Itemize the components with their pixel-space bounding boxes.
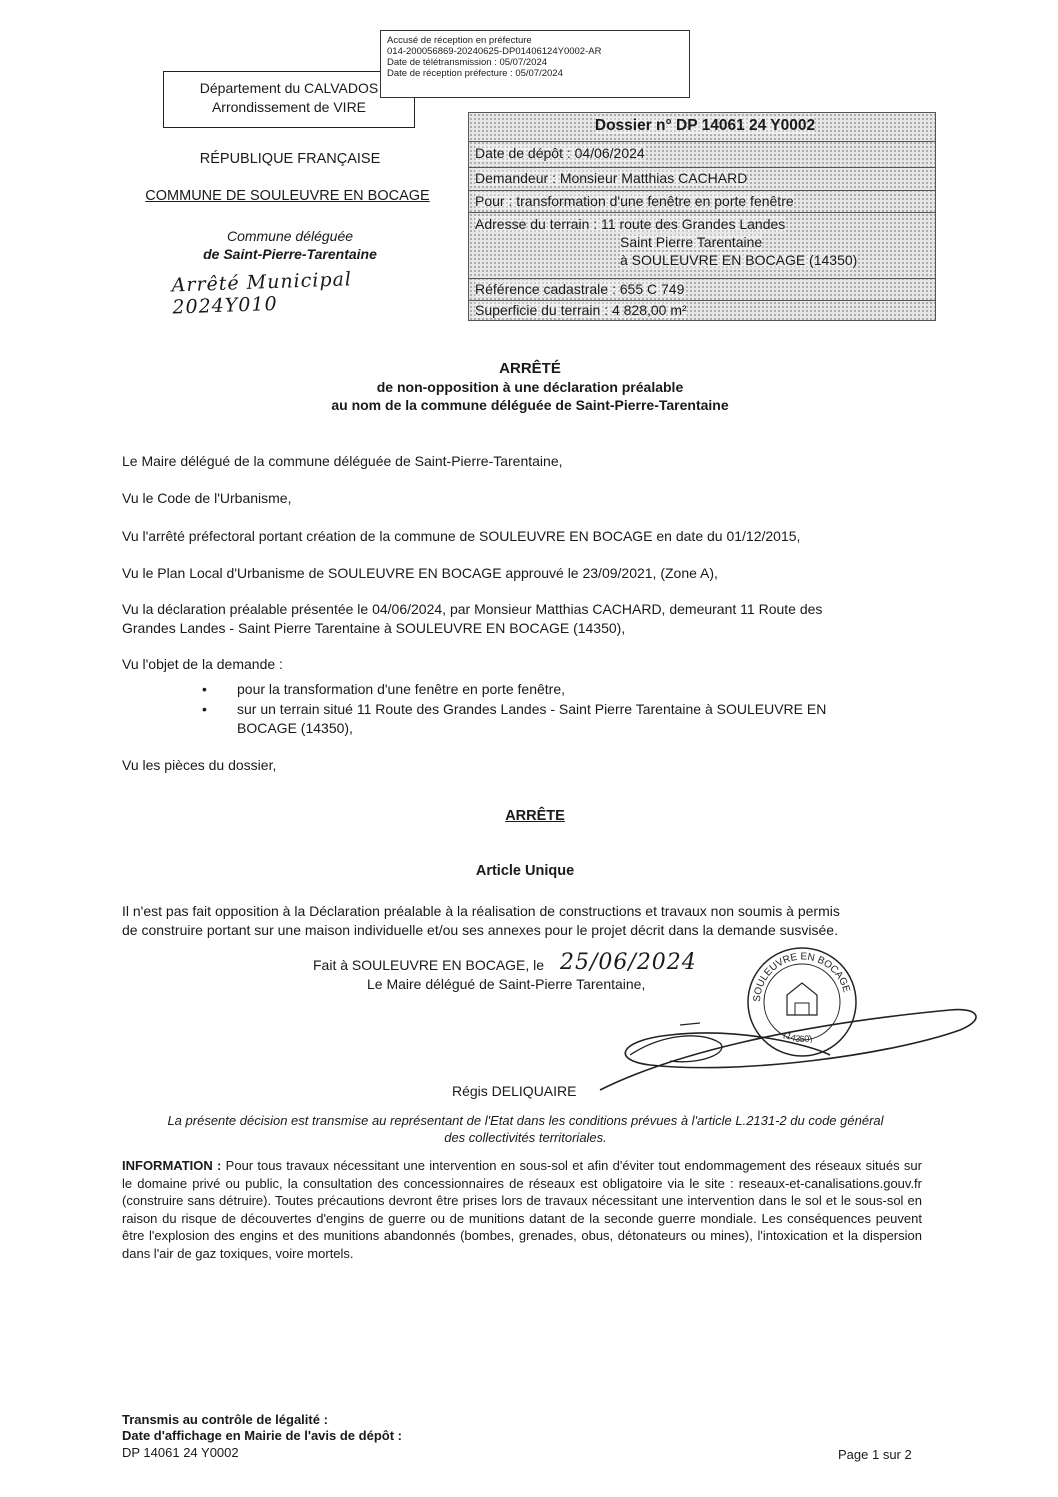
bullet-icon: • — [202, 701, 207, 717]
page-number: Page 1 sur 2 — [838, 1447, 912, 1462]
decree-title-main: ARRÊTÉ — [499, 360, 561, 377]
department-box — [163, 71, 415, 128]
transmission-notice-line: La présente décision est transmise au représentant de l'Etat dans les conditions prévues à l'article L.2131-2 du code général — [167, 1113, 884, 1128]
dossier-land-area: Superficie du terrain : 4 828,00 m² — [469, 300, 935, 321]
list-item-text: BOCAGE (14350), — [237, 720, 353, 736]
dossier-address: Adresse du terrain : 11 route des Grandes Landes Saint Pierre Tarentaine à SOULEUVRE EN BOCAGE (14350) — [469, 212, 935, 278]
article-text — [122, 902, 937, 940]
handwritten-decree-reference: Arrêté Municipal 2024Y010 — [171, 268, 353, 319]
footer-posting-date: Date d'affichage en Mairie de l'avis de dépôt : — [122, 1428, 402, 1443]
bullet-icon: • — [202, 681, 207, 697]
signatory-name: Régis DELIQUAIRE — [452, 1083, 577, 1099]
vu-code: Vu le Code de l'Urbanisme, — [122, 490, 292, 506]
list-item — [202, 700, 935, 740]
delegated-commune-name: de Saint-Pierre-Tarentaine — [203, 246, 377, 262]
republic-heading: RÉPUBLIQUE FRANÇAISE — [199, 151, 381, 167]
vu-declaration-line: Vu la déclaration préalable présentée le 04/06/2024, par Monsieur Matthias CACHARD, demeurant 11 Route des — [122, 601, 823, 617]
decree-title-subtitle: de non-opposition à une déclaration préalable — [376, 379, 684, 395]
department-name: Département du CALVADOS — [199, 80, 379, 96]
dossier-summary-box — [468, 112, 936, 321]
dossier-deposit-date: Date de dépôt : 04/06/2024 — [469, 141, 935, 167]
decree-title — [200, 360, 860, 414]
seal-bottom-text: (14350) — [781, 1029, 814, 1045]
vu-declaration-line: Grandes Landes - Saint Pierre Tarentaine à SOULEUVRE EN BOCAGE (14350), — [122, 620, 626, 636]
commune-heading: COMMUNE DE SOULEUVRE EN BOCAGE — [145, 188, 430, 204]
mayor-signature-icon — [590, 995, 990, 1105]
information-paragraph — [122, 1157, 922, 1262]
article-heading: Article Unique — [475, 863, 575, 879]
footer-transmission: Transmis au contrôle de légalité : — [122, 1412, 328, 1427]
delegated-commune-label: Commune déléguée — [226, 228, 354, 244]
footer-dossier-reference: DP 14061 24 Y0002 — [122, 1445, 239, 1460]
vu-plu: Vu le Plan Local d'Urbanisme de SOULEUVRE EN BOCAGE approuvé le 23/09/2021, (Zone A), — [122, 565, 718, 581]
stamp-line: 014-200056869-20240625-DP01406124Y0002-AR — [387, 46, 602, 57]
vu-objet: Vu l'objet de la demande : — [122, 656, 283, 672]
mayor-statement: Le Maire délégué de la commune déléguée de Saint-Pierre-Tarentaine, — [122, 453, 563, 469]
arrete-heading: ARRÊTE — [505, 808, 565, 824]
prefecture-receipt-stamp — [380, 30, 690, 98]
signature-role: Le Maire délégué de Saint-Pierre Tarentaine, — [367, 976, 646, 992]
arrondissement-name: Arrondissement de VIRE — [211, 99, 367, 115]
vu-pieces: Vu les pièces du dossier, — [122, 757, 277, 773]
seal-top-text: SOULEUVRE EN BOCAGE — [751, 951, 852, 1003]
stamp-line: Accusé de réception en préfecture — [387, 35, 532, 46]
handwritten-signature-date: 25/06/2024 — [560, 950, 697, 975]
transmission-notice — [118, 1112, 933, 1146]
dossier-number: Dossier n° DP 14061 24 Y0002 — [594, 117, 816, 134]
vu-declaration — [122, 600, 932, 638]
signature-place: Fait à SOULEUVRE EN BOCAGE, le — [313, 957, 545, 973]
dossier-purpose: Pour : transformation d'une fenêtre en porte fenêtre — [469, 190, 935, 212]
vu-prefectoral-decree: Vu l'arrêté préfectoral portant création de la commune de SOULEUVRE EN BOCAGE en date du 01/12/2015, — [122, 528, 801, 544]
list-item-text: sur un terrain situé 11 Route des Grandes Landes - Saint Pierre Tarentaine à SOULEUVRE EN — [237, 701, 827, 717]
list-item-text: pour la transformation d'une fenêtre en porte fenêtre, — [237, 681, 565, 697]
article-text-line: Il n'est pas fait opposition à la Déclaration préalable à la réalisation de constructions et travaux non soumis à permis — [122, 903, 840, 919]
information-label: INFORMATION : — [122, 1158, 222, 1173]
list-item — [202, 680, 935, 700]
dossier-applicant: Demandeur : Monsieur Matthias CACHARD — [469, 167, 935, 190]
information-text: Pour tous travaux nécessitant une intervention en sous-sol et afin d'éviter tout endommagement des réseaux situés sur le domaine privé ou public, la consultation des concessionnaires de réseaux est obligatoire via le site : reseaux-et-canalisations.gouv.fr (construire sans détruire). Toutes précautions devront être prises lors de travaux nécessitant une intervention dans le sol et le sous-sol en raison du risque de découvertes d'engins de guerre ou de munitions datant de la seconde guerre mondiale. Les conséquences peuvent être l'explosion des engins et des munitions abandonnés (bombes, grenades, obus, détonateurs ou mines), l'intoxication et la dispersion dans l'air de gaz toxiques, voire mortels. — [122, 1158, 922, 1261]
transmission-notice-line: des collectivités territoriales. — [444, 1130, 607, 1145]
article-text-line: de construire portant sur une maison individuelle et/ou ses annexes pour le projet décrit dans la demande susvisée. — [122, 922, 838, 938]
dossier-cadastral-reference: Référence cadastrale : 655 C 749 — [469, 278, 935, 300]
stamp-line: Date de réception préfecture : 05/07/2024 — [387, 68, 563, 79]
stamp-line: Date de télétransmission : 05/07/2024 — [387, 57, 548, 68]
decree-title-commune: au nom de la commune déléguée de Saint-Pierre-Tarentaine — [331, 397, 729, 413]
